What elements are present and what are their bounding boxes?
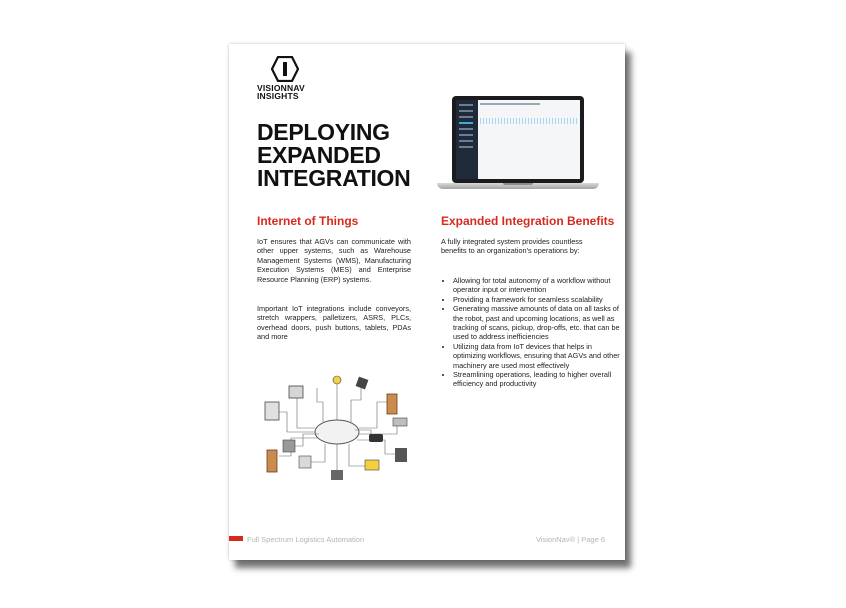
- list-item: • Streamlining operations, leading to higher overall efficiency and productivity: [453, 370, 621, 389]
- page-title: [257, 121, 457, 190]
- title-line: EXPANDED: [257, 142, 381, 168]
- iot-network-diagram-image: [257, 372, 417, 482]
- laptop-dashboard-image: [437, 96, 599, 196]
- iot-heading: Internet of Things: [257, 214, 359, 228]
- document-page: [229, 44, 625, 560]
- title-line: INTEGRATION: [257, 165, 411, 191]
- list-item: • Allowing for total autonomy of a workflow without operator input or intervention: [453, 276, 621, 295]
- brand-name: VISIONNAV: [257, 83, 305, 93]
- list-item: • Utilizing data from IoT devices that helps in optimizing workflows, ensuring that AGVs and other machinery are used most effectively: [453, 342, 621, 370]
- visionnav-logo-icon: [271, 56, 299, 82]
- list-item: • Providing a framework for seamless scalability: [453, 295, 621, 304]
- footer-accent-bar: [229, 536, 243, 541]
- page-number: VisionNav® | Page 6: [535, 535, 605, 544]
- title-line: DEPLOYING: [257, 119, 390, 145]
- brand-subtitle: INSIGHTS: [257, 91, 299, 101]
- benefits-list: [441, 276, 621, 389]
- iot-integrations-paragraph: Important IoT integrations include conveyors, stretch wrappers, palletizers, ASRS, PLCs, overhead doors, push buttons, tablets, PDAs and more: [257, 304, 411, 342]
- list-item: • Generating massive amounts of data on all tasks of the robot, past and upcoming locations, as well as tracking of scans, pickup, drop-offs, etc. that can be used to address inefficiencies: [453, 304, 621, 342]
- footer-title: Full Spectrum Logistics Automation: [247, 535, 365, 544]
- benefits-heading: Expanded Integration Benefits: [441, 214, 615, 228]
- benefits-intro: A fully integrated system provides countless benefits to an organization's operations by:: [441, 237, 583, 256]
- iot-paragraph: IoT ensures that AGVs can communicate with other upper systems, such as Warehouse Management Systems (WMS), Manufacturing Execution Systems (MES) and Enterprise Resource Planning (ERP) systems.: [257, 237, 411, 284]
- brand-logo: [257, 56, 337, 104]
